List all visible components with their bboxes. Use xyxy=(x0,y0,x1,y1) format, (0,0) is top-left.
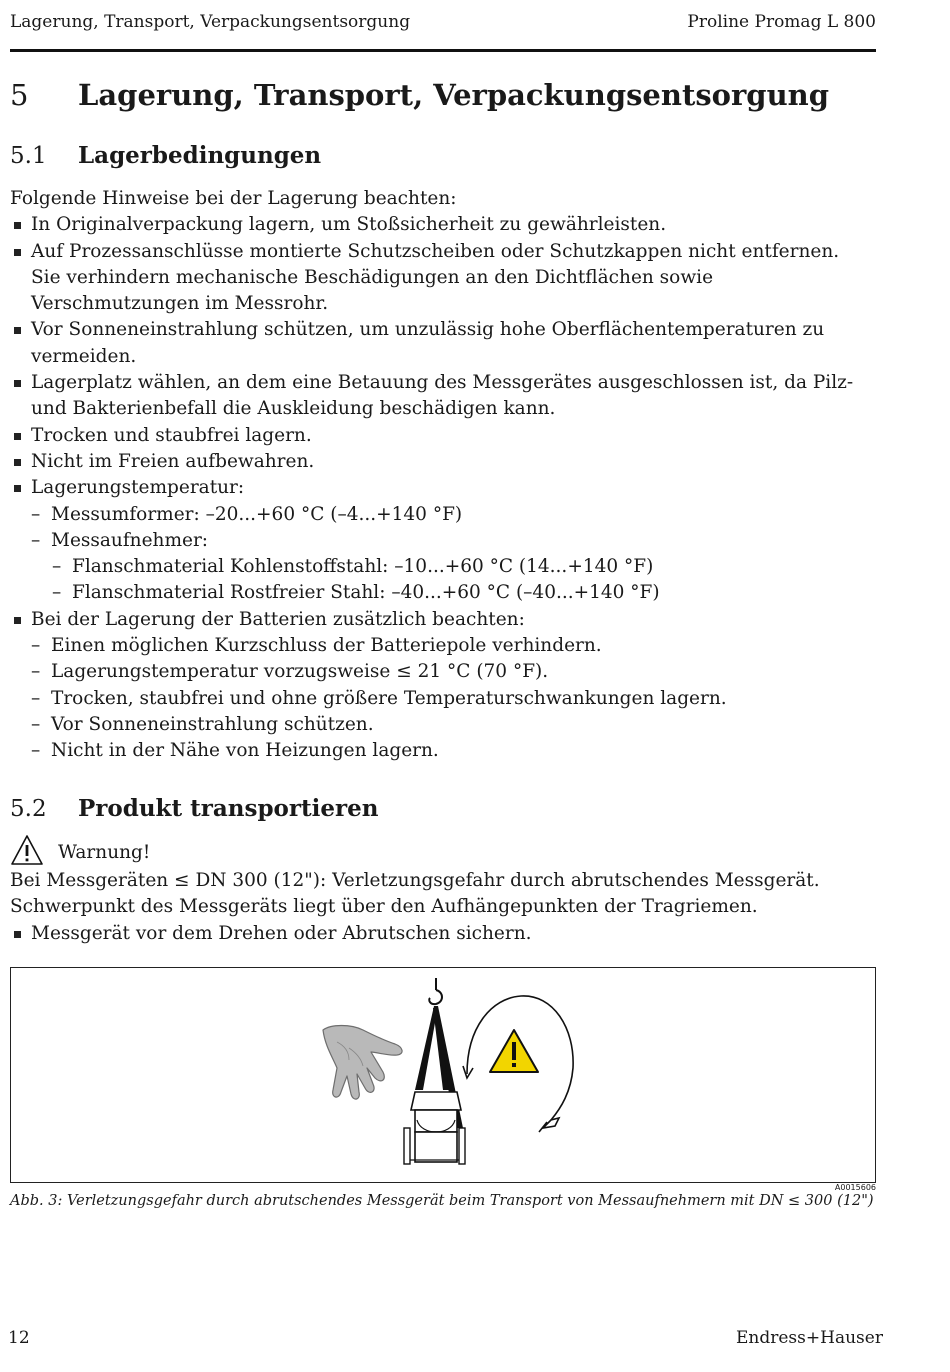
warning-title: Warnung! xyxy=(58,842,151,863)
section-number: 5.1 xyxy=(10,143,47,169)
warning-header xyxy=(10,840,880,868)
list-item-text: Auf Prozessanschlüsse montierte Schutzscheiben oder Schutzkappen nicht entfernen. xyxy=(31,240,840,262)
list-item: Trocken und staubfrei lagern. xyxy=(10,423,880,449)
warning-text: Bei Messgeräten ≤ DN 300 (12"): Verletzungsgefahr durch abrutschendes Messgerät. xyxy=(10,870,820,891)
sub-list-item: – Messumformer: –20...+60 °C (–4...+140 °F) xyxy=(10,502,880,528)
transport-warning-block xyxy=(10,840,880,947)
sub-list-item: – Lagerungstemperatur vorzugsweise ≤ 21 °C (70 °F). xyxy=(10,659,880,685)
section-title: Produkt transportieren xyxy=(78,795,379,822)
list-item: Lagerungstemperatur: xyxy=(10,475,880,501)
figure-id: A0015606 xyxy=(834,1183,876,1192)
list-item xyxy=(10,239,880,318)
hand-icon xyxy=(323,1026,402,1100)
measuring-device-icon xyxy=(404,1092,465,1164)
sub-list-item: – Trocken, staubfrei und ohne größere Temperaturschwankungen lagern. xyxy=(10,686,880,712)
list-item: In Originalverpackung lagern, um Stoßsicherheit zu gewährleisten. xyxy=(10,212,880,238)
chapter-title: Lagerung, Transport, Verpackungsentsorgung xyxy=(78,78,830,112)
list-item: Lagerplatz wählen, an dem eine Betauung des Messgerätes ausgeschlossen ist, da Pilz- und Bakterienbefall die Auskleidung beschädigen kann. xyxy=(10,370,880,423)
warning-triangle-icon xyxy=(10,834,44,866)
chapter-number: 5 xyxy=(10,78,29,112)
sub-list-item: – Messaufnehmer: xyxy=(10,528,880,554)
page-header xyxy=(10,12,876,52)
section-heading-transport xyxy=(10,795,378,822)
sub-list-item: – Vor Sonneneinstrahlung schützen. xyxy=(10,712,880,738)
header-product-name: Proline Promag L 800 xyxy=(687,12,876,32)
list-item-note: Sie verhindern mechanische Beschädigungen an den Dichtflächen sowie Verschmutzungen im Messrohr. xyxy=(31,266,714,315)
storage-intro: Folgende Hinweise bei der Lagerung beachten: xyxy=(10,188,457,209)
list-item: Nicht im Freien aufbewahren. xyxy=(10,449,880,475)
sub-list-item: – Einen möglichen Kurzschluss der Batteriepole verhindern. xyxy=(10,633,880,659)
transport-figure xyxy=(10,967,876,1183)
footer-brand: Endress+Hauser xyxy=(736,1328,883,1348)
list-item: Bei der Lagerung der Batterien zusätzlich beachten: xyxy=(10,607,880,633)
chapter-heading xyxy=(10,78,829,112)
figure-caption: Abb. 3: Verletzungsgefahr durch abrutschendes Messgerät beim Transport von Messaufnehmern mit DN ≤ 300 (12") xyxy=(10,1193,874,1209)
header-section-title: Lagerung, Transport, Verpackungsentsorgung xyxy=(10,12,411,32)
list-item: Messgerät vor dem Drehen oder Abrutschen sichern. xyxy=(10,921,880,947)
sub-list-item: – Nicht in der Nähe von Heizungen lagern. xyxy=(10,738,880,764)
page-number: 12 xyxy=(8,1328,30,1348)
section-heading-storage xyxy=(10,142,321,169)
list-item: Vor Sonneneinstrahlung schützen, um unzulässig hohe Oberflächentemperaturen zu vermeiden. xyxy=(10,317,880,370)
sub-sub-list-item: – Flanschmaterial Rostfreier Stahl: –40...+60 °C (–40...+140 °F) xyxy=(10,580,880,606)
storage-conditions-list xyxy=(10,186,880,765)
section-title: Lagerbedingungen xyxy=(78,142,322,169)
transport-illustration xyxy=(11,968,877,1184)
warning-sign-icon xyxy=(490,1030,538,1072)
crane-hook-icon xyxy=(429,978,442,1004)
section-number: 5.2 xyxy=(10,796,47,822)
warning-text: Schwerpunkt des Messgeräts liegt über den Aufhängepunkten der Tragriemen. xyxy=(10,896,758,918)
sub-sub-list-item: – Flanschmaterial Kohlenstoffstahl: –10...+60 °C (14...+140 °F) xyxy=(10,554,880,580)
